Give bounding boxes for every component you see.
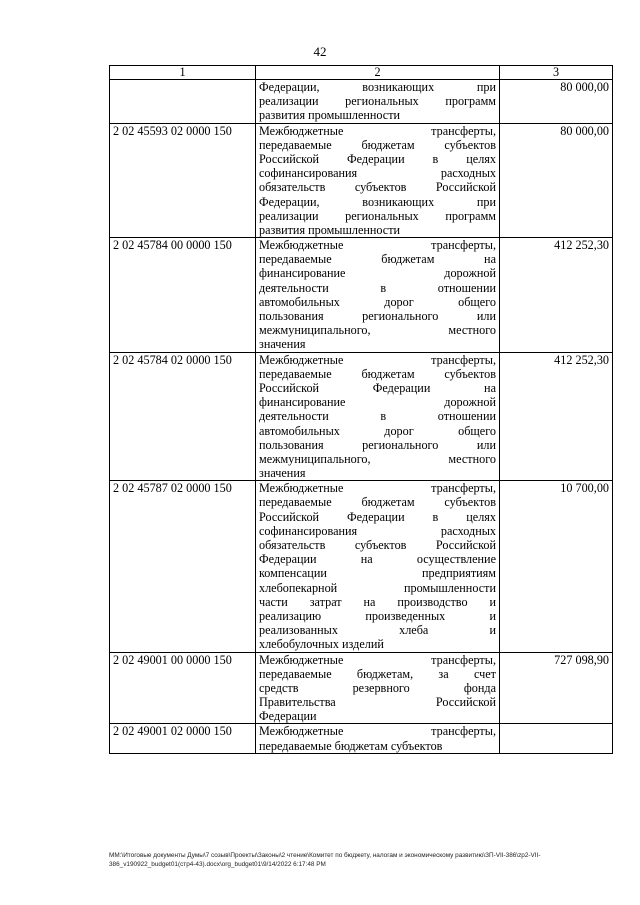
amount-cell: 10 700,00: [500, 481, 613, 652]
table-row: [110, 123, 613, 238]
description-line: деятельности в отношении: [259, 280, 496, 295]
description-line: пользования регионального или: [259, 437, 496, 452]
description-line: пользования регионального или: [259, 309, 496, 323]
column-header: 2: [256, 66, 500, 80]
description-line: Межбюджетные трансферты,: [259, 238, 496, 253]
description-line: передаваемые бюджетам на: [259, 252, 496, 267]
amount-cell: 80 000,00: [500, 123, 613, 238]
description-line: автомобильных дорог общего: [259, 423, 496, 438]
amount-cell: 727 098,90: [500, 652, 613, 724]
description-cell: [256, 652, 500, 724]
description-line: средств резервного фонда: [259, 680, 496, 695]
table-row: [110, 80, 613, 124]
description-line: хлебопекарной промышленности: [259, 580, 496, 595]
table-row: [110, 238, 613, 353]
description-line: компенсации предприятиям: [259, 566, 496, 581]
description-line: части затрат на производство и: [259, 594, 496, 609]
description-line: деятельности в отношении: [259, 409, 496, 424]
description-cell: [256, 238, 500, 353]
description-cell: [256, 80, 500, 124]
description-line: финансирование дорожной: [259, 395, 496, 410]
description-line: Межбюджетные трансферты,: [259, 481, 496, 496]
budget-code-cell: 2 02 49001 02 0000 150: [110, 724, 256, 753]
description-line: передаваемые бюджетам субъектов: [259, 495, 496, 510]
amount-cell: 412 252,30: [500, 238, 613, 353]
budget-code-cell: 2 02 45784 02 0000 150: [110, 352, 256, 481]
column-header: 1: [110, 66, 256, 80]
description-cell: [256, 481, 500, 652]
description-line: развития промышленности: [259, 108, 401, 123]
description-line: Федерации: [259, 709, 317, 724]
description-line: Федерации, возникающих при: [259, 80, 496, 94]
description-line: межмуниципального, местного: [259, 451, 496, 466]
description-line: Межбюджетные трансферты,: [259, 652, 496, 667]
table-header-row: [110, 66, 613, 80]
description-line: обязательств субъектов Российской: [259, 180, 496, 195]
description-line: Межбюджетные трансферты,: [259, 724, 496, 739]
description-line: реализацию произведенных и: [259, 608, 496, 623]
page-number: 42: [313, 44, 327, 59]
table-row: [110, 724, 613, 753]
budget-table: [109, 65, 613, 754]
description-cell: [256, 123, 500, 238]
description-line: хлебобулочных изделий: [259, 637, 384, 652]
description-line: реализации региональных программ: [259, 94, 496, 109]
description-line: автомобильных дорог общего: [259, 294, 496, 309]
description-line: финансирование дорожной: [259, 266, 496, 281]
amount-cell: 412 252,30: [500, 352, 613, 481]
description-line: Российской Федерации в целях: [259, 509, 496, 524]
description-line: Федерации, возникающих при: [259, 194, 496, 209]
description-line: значения: [259, 337, 306, 352]
budget-code-cell: 2 02 45593 02 0000 150: [110, 123, 256, 238]
description-cell: [256, 724, 500, 753]
description-line: Межбюджетные трансферты,: [259, 123, 496, 138]
footer-path-line: ММ:\Итоговые документы Думы\7 созыв\Проекты\Законы\2 чтение\Комитет по бюджету, налогам и экономическому развитию\ЗП-VII-386\zp2-VII-: [109, 852, 541, 859]
budget-code-cell: 2 02 45784 00 0000 150: [110, 238, 256, 353]
budget-code-cell: 2 02 49001 00 0000 150: [110, 652, 256, 724]
description-line: Федерации на осуществление: [259, 552, 496, 567]
description-line: межмуниципального, местного: [259, 323, 496, 338]
description-line: софинансирования расходных: [259, 523, 496, 538]
description-line: передаваемые бюджетам субъектов: [259, 366, 496, 381]
description-line: значения: [259, 466, 306, 481]
description-line: Российской Федерации в целях: [259, 151, 496, 166]
budget-code-cell: [110, 80, 256, 124]
document-footer: [109, 852, 619, 869]
description-line: передаваемые бюджетам субъектов: [259, 137, 496, 152]
budget-code-cell: 2 02 45787 02 0000 150: [110, 481, 256, 652]
description-line: Межбюджетные трансферты,: [259, 352, 496, 367]
description-cell: [256, 352, 500, 481]
description-line: обязательств субъектов Российской: [259, 538, 496, 552]
table-row: [110, 352, 613, 481]
table-row: [110, 481, 613, 652]
description-line: Российской Федерации на: [259, 380, 496, 395]
amount-cell: 80 000,00: [500, 80, 613, 124]
description-line: софинансирования расходных: [259, 166, 496, 181]
description-line: реализованных хлеба и: [259, 623, 496, 638]
description-line: развития промышленности: [259, 222, 401, 237]
description-line: передаваемые бюджетам, за счет: [259, 666, 496, 681]
footer-path-line: 386_v190922_budget01(стр4-43).docx\org_budget01\9/14/2022 6:17:48 PM: [109, 860, 326, 868]
description-line: Правительства Российской: [259, 695, 496, 710]
column-header: 3: [500, 66, 613, 80]
table-row: [110, 652, 613, 724]
amount-cell: [500, 724, 613, 753]
description-line: передаваемые бюджетам субъектов: [259, 738, 443, 753]
description-line: реализации региональных программ: [259, 208, 496, 223]
